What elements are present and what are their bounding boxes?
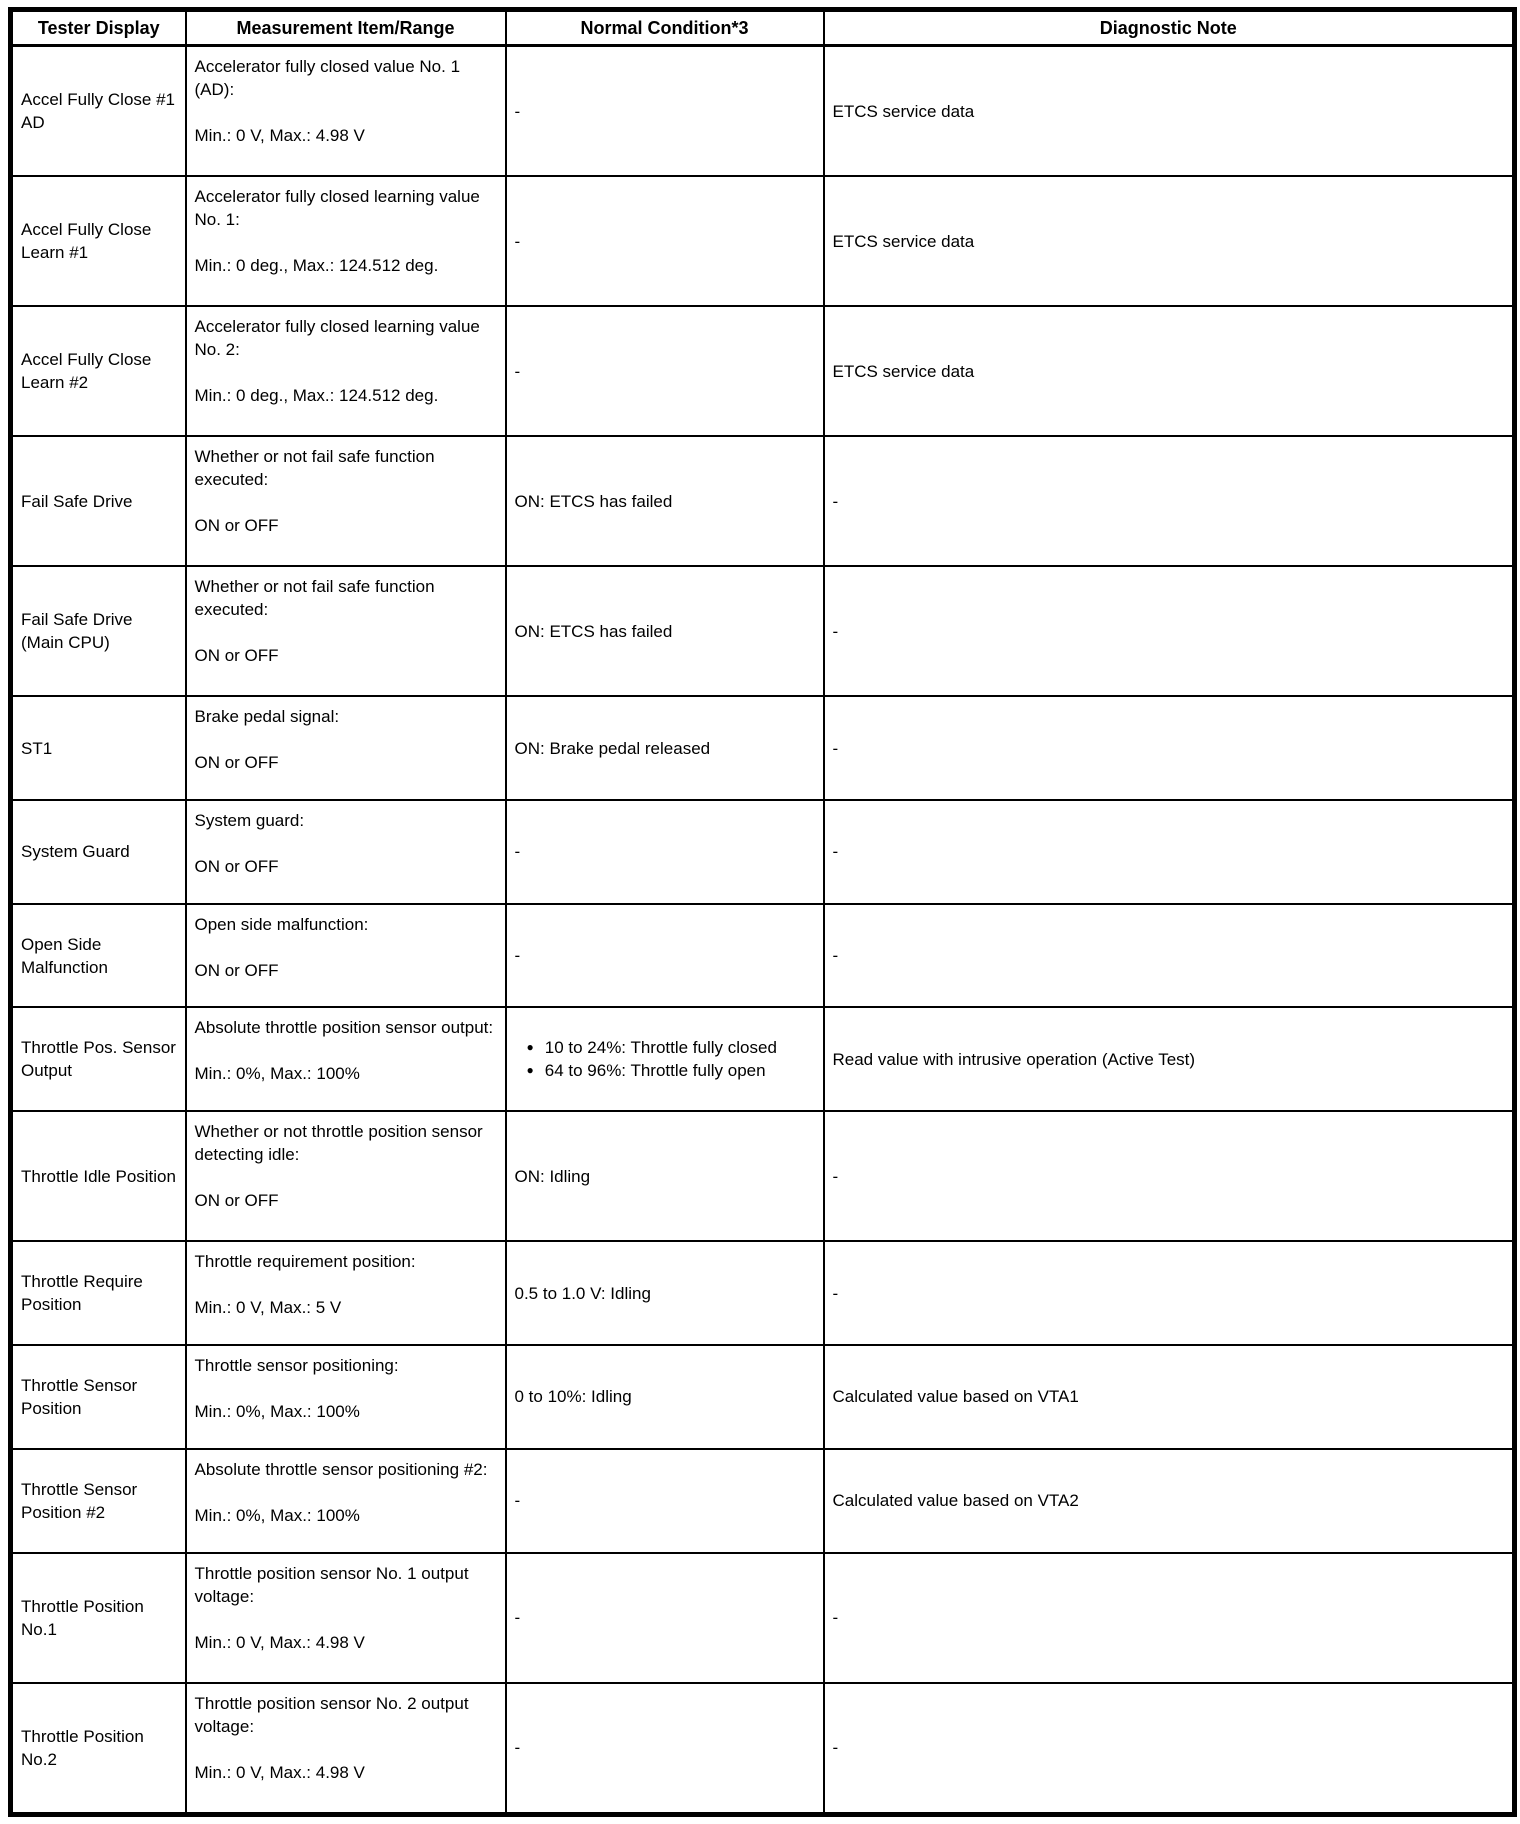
measurement-item: Brake pedal signal:	[194, 707, 340, 727]
measurement-cell	[186, 696, 506, 800]
table-row	[11, 46, 1515, 177]
condition-bullet-item	[515, 1036, 815, 1059]
tester-display-cell: Throttle Sensor Position #2	[11, 1449, 186, 1553]
diagnostic-note-cell: -	[824, 1111, 1515, 1241]
condition-bullet-item	[515, 1059, 815, 1082]
table-row	[11, 1449, 1515, 1553]
tester-display-cell: Throttle Sensor Position	[11, 1345, 186, 1449]
diagnostic-note-cell: -	[824, 800, 1515, 904]
normal-condition-cell: ON: ETCS has failed	[506, 436, 824, 566]
table-row	[11, 1007, 1515, 1111]
measurement-cell	[186, 46, 506, 177]
table-row	[11, 1241, 1515, 1345]
table-body	[11, 46, 1515, 1815]
normal-condition-cell	[506, 1007, 824, 1111]
measurement-cell	[186, 1345, 506, 1449]
diagnostic-note-cell: ETCS service data	[824, 306, 1515, 436]
measurement-item: Accelerator fully closed learning value No. 2:	[194, 317, 480, 360]
measurement-cell	[186, 1111, 506, 1241]
table-header-row	[11, 10, 1515, 46]
diagnostic-note-cell: ETCS service data	[824, 176, 1515, 306]
measurement-item: Whether or not fail safe function executed:	[194, 447, 435, 490]
normal-condition-cell: ON: ETCS has failed	[506, 566, 824, 696]
measurement-cell	[186, 800, 506, 904]
diagnostic-note-cell: Calculated value based on VTA2	[824, 1449, 1515, 1553]
header-normal-condition: Normal Condition*3	[506, 10, 824, 46]
tester-display-cell: Throttle Position No.2	[11, 1683, 186, 1815]
tester-display-cell: Throttle Require Position	[11, 1241, 186, 1345]
normal-condition-cell: -	[506, 306, 824, 436]
header-measurement-item-range: Measurement Item/Range	[186, 10, 506, 46]
measurement-cell	[186, 176, 506, 306]
tester-display-cell: Accel Fully Close Learn #1	[11, 176, 186, 306]
measurement-range: Min.: 0 deg., Max.: 124.512 deg.	[194, 256, 439, 276]
measurement-cell	[186, 1683, 506, 1815]
table-row	[11, 176, 1515, 306]
diagnostic-note-cell: -	[824, 1683, 1515, 1815]
measurement-range: ON or OFF	[194, 856, 279, 876]
measurement-range: Min.: 0%, Max.: 100%	[194, 1402, 360, 1422]
tester-display-cell: Throttle Idle Position	[11, 1111, 186, 1241]
table-row	[11, 1683, 1515, 1815]
measurement-cell	[186, 1241, 506, 1345]
measurement-item: Throttle position sensor No. 2 output voltage:	[194, 1693, 469, 1736]
measurement-cell	[186, 566, 506, 696]
measurement-item: Throttle requirement position:	[194, 1252, 416, 1272]
table-row	[11, 800, 1515, 904]
bullet-icon: ●	[526, 1040, 534, 1055]
diagnostic-note-cell: Calculated value based on VTA1	[824, 1345, 1515, 1449]
measurement-range: Min.: 0%, Max.: 100%	[194, 1505, 360, 1525]
tester-display-cell: Accel Fully Close #1 AD	[11, 46, 186, 177]
tester-display-cell: Fail Safe Drive	[11, 436, 186, 566]
normal-condition-cell: ON: Brake pedal released	[506, 696, 824, 800]
tester-display-cell: Fail Safe Drive (Main CPU)	[11, 566, 186, 696]
diagnostic-note-cell: -	[824, 566, 1515, 696]
measurement-range: ON or OFF	[194, 960, 279, 980]
measurement-cell	[186, 904, 506, 1008]
measurement-item: Open side malfunction:	[194, 914, 369, 934]
diagnostic-note-cell: -	[824, 1553, 1515, 1683]
measurement-range: Min.: 0 V, Max.: 4.98 V	[194, 1632, 365, 1652]
measurement-range: ON or OFF	[194, 516, 279, 536]
measurement-cell	[186, 1007, 506, 1111]
diagnostic-note-cell: -	[824, 436, 1515, 566]
table-row	[11, 436, 1515, 566]
tester-display-cell: System Guard	[11, 800, 186, 904]
measurement-range: ON or OFF	[194, 1191, 279, 1211]
table-row	[11, 306, 1515, 436]
normal-condition-cell: -	[506, 800, 824, 904]
normal-condition-cell: -	[506, 1449, 824, 1553]
measurement-cell	[186, 306, 506, 436]
table-row	[11, 904, 1515, 1008]
table-row	[11, 1553, 1515, 1683]
normal-condition-cell: -	[506, 904, 824, 1008]
tester-display-cell: Throttle Pos. Sensor Output	[11, 1007, 186, 1111]
measurement-item: Absolute throttle position sensor output:	[194, 1018, 494, 1038]
header-tester-display: Tester Display	[11, 10, 186, 46]
tester-display-cell: Throttle Position No.1	[11, 1553, 186, 1683]
header-diagnostic-note: Diagnostic Note	[824, 10, 1515, 46]
normal-condition-cell: -	[506, 176, 824, 306]
condition-bullet-text: 10 to 24%: Throttle fully closed	[544, 1038, 777, 1058]
measurement-cell	[186, 1449, 506, 1553]
measurement-cell	[186, 1553, 506, 1683]
table-row	[11, 1345, 1515, 1449]
measurement-item: Whether or not throttle position sensor detecting idle:	[194, 1122, 483, 1165]
normal-condition-cell: -	[506, 1553, 824, 1683]
table-row	[11, 1111, 1515, 1241]
measurement-item: Throttle sensor positioning:	[194, 1356, 399, 1376]
tester-display-cell: Accel Fully Close Learn #2	[11, 306, 186, 436]
measurement-item: Accelerator fully closed value No. 1 (AD):	[194, 57, 461, 99]
measurement-range: ON or OFF	[194, 646, 279, 666]
diagnostic-note-cell: -	[824, 904, 1515, 1008]
normal-condition-cell: -	[506, 46, 824, 177]
measurement-range: Min.: 0 V, Max.: 5 V	[194, 1298, 342, 1318]
normal-condition-cell: 0.5 to 1.0 V: Idling	[506, 1241, 824, 1345]
diagnostic-note-cell: -	[824, 696, 1515, 800]
measurement-cell	[186, 436, 506, 566]
measurement-range: Min.: 0 V, Max.: 4.98 V	[194, 126, 365, 145]
normal-condition-cell: ON: Idling	[506, 1111, 824, 1241]
measurement-range: Min.: 0 deg., Max.: 124.512 deg.	[194, 386, 439, 406]
bullet-icon: ●	[526, 1063, 534, 1078]
diagnostic-note-cell: ETCS service data	[824, 46, 1515, 177]
measurement-item: Absolute throttle sensor positioning #2:	[194, 1459, 488, 1479]
table-row	[11, 566, 1515, 696]
normal-condition-cell: -	[506, 1683, 824, 1815]
tester-display-cell: Open Side Malfunction	[11, 904, 186, 1008]
tester-display-cell: ST1	[11, 696, 186, 800]
measurement-item: Throttle position sensor No. 1 output voltage:	[194, 1563, 469, 1606]
measurement-item: System guard:	[194, 810, 305, 830]
condition-bullet-text: 64 to 96%: Throttle fully open	[544, 1061, 766, 1081]
measurement-range: Min.: 0 V, Max.: 4.98 V	[194, 1762, 365, 1782]
measurement-item: Accelerator fully closed learning value No. 1:	[194, 187, 480, 230]
table-row	[11, 696, 1515, 800]
measurement-item: Whether or not fail safe function executed:	[194, 577, 435, 620]
diagnostic-note-cell: Read value with intrusive operation (Active Test)	[824, 1007, 1515, 1111]
measurement-range: ON or OFF	[194, 753, 279, 773]
measurement-range: Min.: 0%, Max.: 100%	[194, 1064, 360, 1084]
diagnostic-note-cell: -	[824, 1241, 1515, 1345]
normal-condition-cell: 0 to 10%: Idling	[506, 1345, 824, 1449]
diagnostic-data-table	[8, 7, 1517, 1817]
